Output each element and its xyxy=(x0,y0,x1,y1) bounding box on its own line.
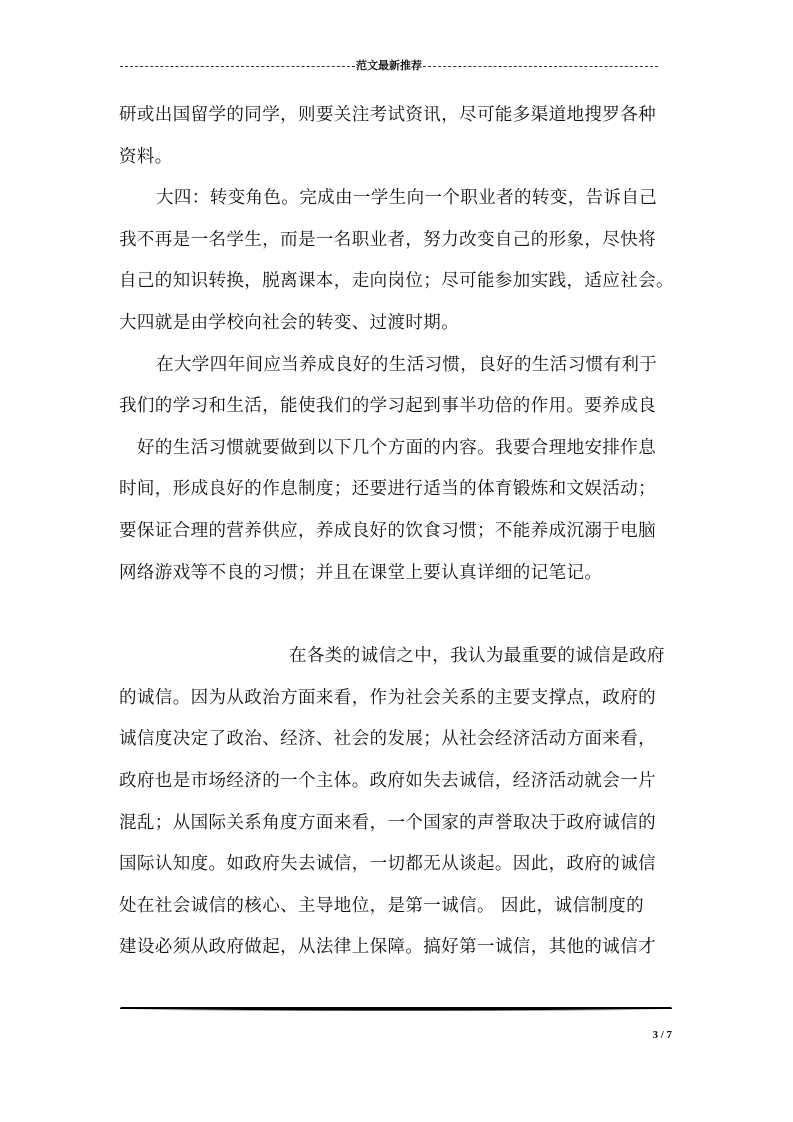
text-line: 好的生活习惯就要做到以下几个方面的内容。我要合理地安排作息 xyxy=(137,437,657,458)
text-line: 诚信度决定了政治、经济、社会的发展；从社会经济活动方面来看， xyxy=(119,729,656,750)
text-line: 大四：转变角色。完成由一学生向一个职业者的转变，告诉自己 xyxy=(156,188,658,209)
text-line: 混乱；从国际关系角度方面来看，一个国家的声誉取决于政府诚信的 xyxy=(119,812,656,833)
header-dashes-left xyxy=(120,66,355,67)
text-line: 要保证合理的营养供应，养成良好的饮食习惯；不能养成沉溺于电脑 xyxy=(119,520,656,541)
text-line: 自己的知识转换，脱离课本，走向岗位；尽可能参加实践，适应社会。 xyxy=(119,271,674,292)
text-line: 时间，形成良好的作息制度；还要进行适当的体育锻炼和文娱活动； xyxy=(119,479,656,500)
text-line: 资料。 xyxy=(119,146,173,167)
footer-rule xyxy=(120,1007,672,1011)
text-line: 在大学四年间应当养成良好的生活习惯，良好的生活习惯有利于 xyxy=(156,354,658,375)
paragraph-gap xyxy=(119,594,674,636)
text-line: 在各类的诚信之中，我认为最重要的诚信是政府 xyxy=(289,646,665,667)
page-header xyxy=(120,58,658,74)
text-line: 网络游戏等不良的习惯；并且在课堂上要认真详细的记笔记。 xyxy=(119,562,603,583)
document-body xyxy=(119,95,674,969)
text-line: 我们的学习和生活，能使我们的学习起到事半功倍的作用。要养成良 xyxy=(119,396,656,417)
text-line: 处在社会诚信的核心、主导地位，是第一诚信。 因此，诚信制度的 xyxy=(119,895,645,916)
paragraph-4 xyxy=(119,636,674,969)
text-line: 建设必须从政府做起，从法律上保障。搞好第一诚信，其他的诚信才 xyxy=(119,937,656,958)
text-line: 我不再是一名学生，而是一名职业者，努力改变自己的形象，尽快将 xyxy=(119,229,656,250)
header-title: 范文最新推荐 xyxy=(356,59,422,72)
text-line: 大四就是由学校向社会的转变、过渡时期。 xyxy=(119,312,460,333)
paragraph-3 xyxy=(119,345,674,595)
text-line: 的诚信。因为从政治方面来看，作为社会关系的主要支撑点，政府的 xyxy=(119,687,656,708)
paragraph-2 xyxy=(119,178,674,344)
text-line: 政府也是市场经济的一个主体。政府如失去诚信，经济活动就会一片 xyxy=(119,770,656,791)
paragraph-1 xyxy=(119,95,674,178)
header-dashes-right xyxy=(423,66,658,67)
text-line: 国际认知度。如政府失去诚信，一切都无从谈起。因此，政府的诚信 xyxy=(119,854,656,875)
page-number: 3 / 7 xyxy=(652,1029,672,1041)
text-line: 研或出国留学的同学，则要关注考试资讯，尽可能多渠道地搜罗各种 xyxy=(119,105,656,125)
